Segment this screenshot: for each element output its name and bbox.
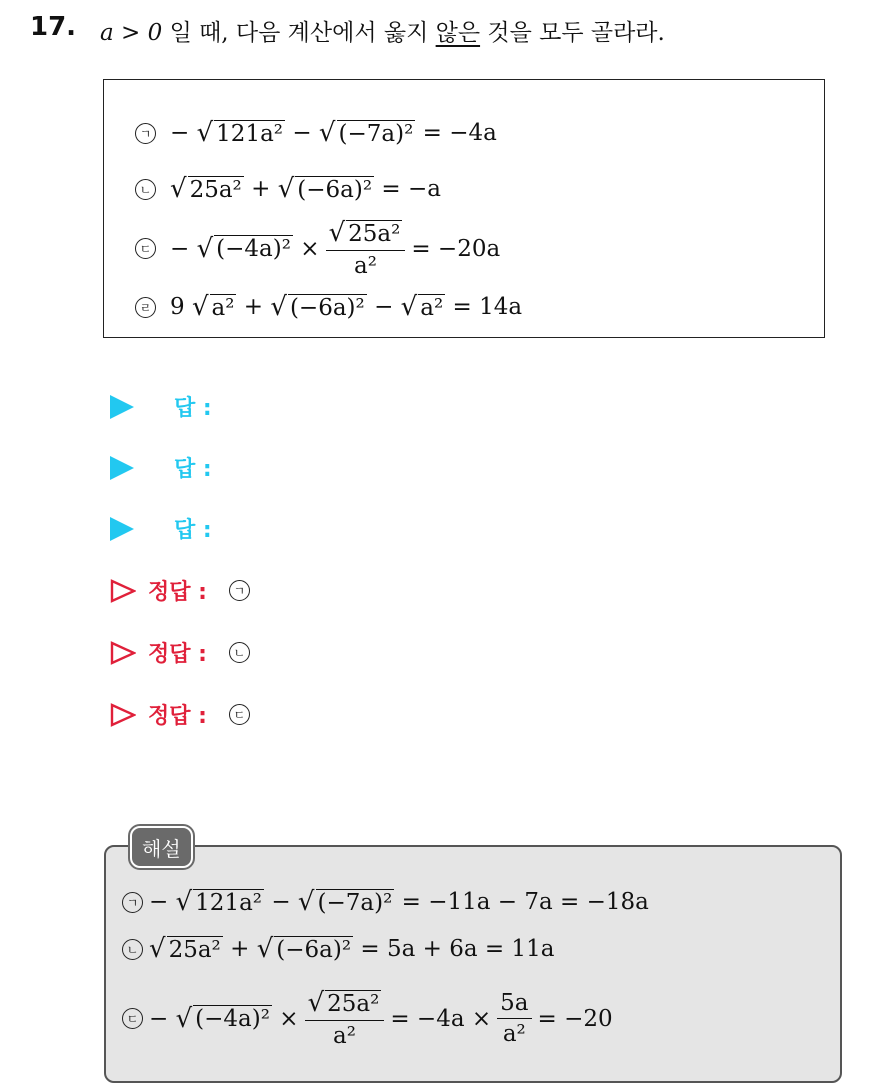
explanation-c-numerator1: 25a² — [327, 991, 380, 1017]
option-c-denominator: a² — [353, 253, 377, 279]
answer-row-2 — [110, 452, 212, 483]
explanation-c-mid: = −4a × — [390, 1005, 492, 1032]
explanation-b-root2: (−6a)² — [276, 936, 352, 963]
option-d-root1: a² — [211, 294, 235, 321]
option-c-root1: (−4a)² — [216, 236, 291, 262]
explanation-c-op1: × — [279, 1005, 299, 1032]
option-c-lead: − — [170, 235, 190, 262]
option-c: ㄷ − √ (−4a)² × $\frac{\text{√ 25a²}}{\text{a²}}$ = −20a — [135, 218, 500, 279]
option-a-lead: − — [170, 120, 190, 146]
option-d-op2: − — [374, 294, 394, 320]
answer-row-1 — [110, 391, 212, 422]
option-c-fraction: $\frac{\text{√ 25a²}}{\text{a²}}$ — [326, 218, 406, 279]
question-text-pre: 일 때, 다음 계산에서 옳지 — [169, 20, 429, 46]
explanation-c-fraction2 — [497, 990, 531, 1047]
question-text — [100, 14, 665, 47]
question-number: 17. — [30, 12, 77, 42]
correct-label: 정답 : — [148, 642, 207, 667]
correct-row-1 — [110, 575, 264, 606]
explanation-a-root1: 121a² — [195, 889, 263, 916]
option-a-op1: − — [292, 120, 312, 146]
play-triangle-icon — [110, 456, 134, 480]
question-text-underlined: 않은 — [435, 20, 481, 46]
option-b: ㄴ √ 25a² + √ (−6a)² = −a — [135, 174, 441, 204]
explanation-c-rhs: = −20 — [537, 1005, 613, 1032]
option-b-root1: 25a² — [189, 176, 242, 203]
explanation-b-root1: 25a² — [168, 936, 221, 963]
explanation-b-rhs: = 5a + 6a = 11a — [360, 936, 555, 962]
option-b-op1: + — [251, 176, 271, 202]
correct-label: 정답 : — [148, 704, 207, 729]
option-c-rhs: = −20a — [411, 235, 501, 262]
explanation-c-denominator2: a² — [502, 1021, 526, 1047]
option-a-root2: (−7a)² — [338, 120, 414, 147]
explanation-c: ㄷ − √ (−4a)² × $\frac{\text{√ 25a²}}{\text{a²}}$ = −4a × $\frac{5a}{\text{a²}}$ = −20 — [122, 988, 613, 1049]
option-d-root3: a² — [420, 294, 444, 321]
explanation-c-numerator2: 5a — [497, 990, 531, 1019]
mark-nieun-icon: ㄴ — [135, 179, 156, 200]
mark-digeut-icon: ㄷ — [135, 238, 156, 259]
outline-triangle-icon — [110, 579, 136, 603]
answer-label: 답 : — [174, 396, 212, 421]
mark-nieun-icon: ㄴ — [122, 939, 143, 960]
option-c-op1: × — [300, 235, 320, 262]
option-d: ㄹ 9 √ a² + √ (−6a)² − √ a² = 14a — [135, 292, 522, 322]
explanation-b: ㄴ √ 25a² + √ (−6a)² = 5a + 6a = 11a — [122, 934, 554, 964]
mark-digeut-icon: ㄷ — [122, 1008, 143, 1029]
explanation-tag: 해설 — [130, 826, 193, 868]
mark-giyeok-icon: ㄱ — [135, 123, 156, 144]
mark-rieul-icon: ㄹ — [135, 297, 156, 318]
explanation-c-lead: − — [149, 1005, 169, 1032]
mark-giyeok-icon: ㄱ — [122, 892, 143, 913]
option-b-root2: (−6a)² — [297, 176, 373, 203]
correct-row-2 — [110, 637, 264, 668]
correct-label: 정답 : — [148, 580, 207, 605]
option-d-root2: (−6a)² — [289, 294, 365, 321]
answer-label: 답 : — [174, 457, 212, 482]
correct-mark-icon: ㄴ — [229, 642, 250, 663]
option-d-op1: + — [243, 294, 264, 320]
correct-mark-icon: ㄷ — [229, 704, 250, 725]
play-triangle-icon — [110, 517, 134, 541]
option-d-rhs: = 14a — [452, 294, 523, 320]
question-text-post: 것을 모두 골라라. — [487, 20, 665, 46]
explanation-a: ㄱ − √ 121a² − √ (−7a)² = −11a − 7a = −18a — [122, 887, 649, 917]
explanation-a-op1: − — [271, 889, 291, 915]
outline-triangle-icon — [110, 641, 136, 665]
outline-triangle-icon — [110, 703, 136, 727]
option-a-rhs: = −4a — [422, 120, 497, 146]
explanation-a-lead: − — [149, 889, 169, 915]
play-triangle-icon — [110, 395, 134, 419]
correct-row-3 — [110, 699, 264, 730]
explanation-a-rhs: = −11a − 7a = −18a — [401, 889, 649, 915]
answer-row-3 — [110, 513, 212, 544]
option-b-rhs: = −a — [381, 176, 441, 202]
explanation-b-op1: + — [230, 936, 250, 962]
option-c-numerator: 25a² — [348, 221, 401, 247]
explanation-c-fraction1: $\frac{\text{√ 25a²}}{\text{a²}}$ — [305, 988, 385, 1049]
answer-label: 답 : — [174, 518, 212, 543]
explanation-c-root1: (−4a)² — [195, 1006, 270, 1032]
condition: a > 0 — [100, 20, 163, 46]
explanation-c-denominator1: a² — [332, 1023, 356, 1049]
option-a: ㄱ − √ 121a² − √ (−7a)² = −4a — [135, 118, 497, 148]
option-a-root1: 121a² — [216, 120, 284, 147]
correct-mark-icon: ㄱ — [229, 580, 250, 601]
option-d-coef: 9 — [170, 294, 185, 320]
explanation-a-root2: (−7a)² — [317, 889, 393, 916]
